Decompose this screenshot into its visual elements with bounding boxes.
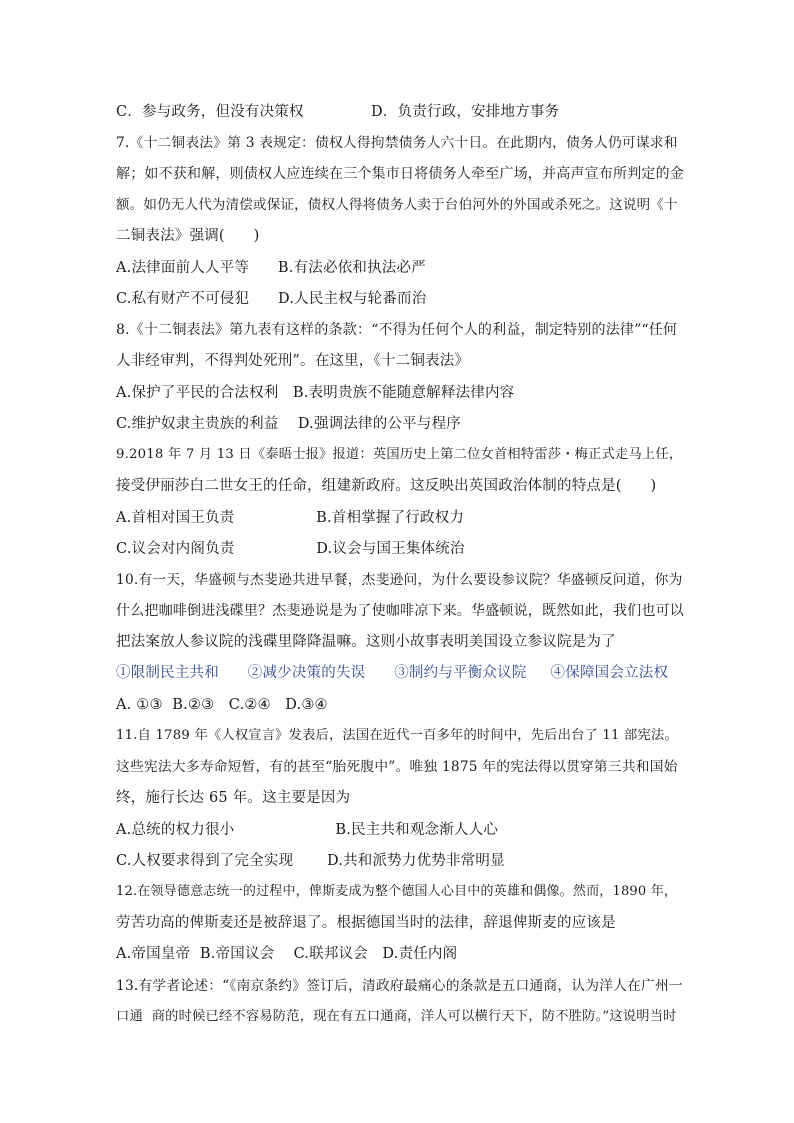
question-8-text-line-1: 8.《十二铜表法》第九表有这样的条款：“不得为任何个人的利益，制定特别的法律”“任何: [116, 322, 678, 338]
question-7-options-cd: C.私有财产不可侵犯 D.人民主权与轮番而治: [116, 291, 427, 307]
question-7-options-ab: A.法律面前人人平等 B.有法必依和执法必严: [116, 260, 426, 276]
question-11-text-line-1: 11.自 1789 年《人权宣言》发表后，法国在近代一百多年的时间中，先后出台了 11 部宪法。: [116, 728, 678, 743]
question-11-text-line-2: 这些宪法大多寿命短暂，有的甚至“胎死腹中”。唯独 1875 年的宪法得以贯穿第三共和国始: [116, 759, 678, 775]
question-9-options-cd: C.议会对内阁负责 D.议会与国王集体统治: [116, 541, 465, 557]
question-10-statements: ①限制民主共和 ②减少决策的失误 ③制约与平衡众议院 ④保障国会立法权: [116, 665, 669, 681]
question-10-options: A. ①③ B.②③ C.②④ D.③④: [116, 697, 328, 713]
question-10-text-line-1: 10.有一天，华盛顿与杰斐逊共进早餐，杰斐逊问，为什么要设参议院？华盛顿反问道，你为: [116, 572, 683, 588]
question-10-text-line-3: 把法案放人参议院的浅碟里降降温嘛。这则小故事表明美国设立参议院是为了: [116, 634, 616, 650]
question-11-options-cd: C.人权要求得到了完全实现 D.共和派势力优势非常明显: [116, 853, 505, 869]
question-10-text-line-2: 什么把咖啡倒进浅碟里？杰斐逊说是为了使咖啡凉下来。华盛顿说，既然如此，我们也可以: [116, 603, 684, 619]
question-7-text-line-4: 二铜表法》强调( ): [116, 228, 260, 244]
question-9-options-ab: A.首相对国王负责 B.首相掌握了行政权力: [116, 510, 465, 526]
question-9-text-line-1: 9.2018 年 7 月 13 日《泰晤士报》报道：英国历史上第二位女首相特雷莎・梅正式走马上任，: [116, 447, 683, 462]
question-13-text-line-2: 口通 商的时候已经不容易防范，现在有五口通商，洋人可以横行天下，防不胜防。”这说明当时: [116, 1009, 677, 1024]
question-6-options-cd: C．参与政务，但没有决策权 D．负责行政，安排地方事务: [116, 104, 560, 120]
question-7-text-line-3: 额。如仍无人代为清偿或保证，债权人得将债务人卖于台伯河外的外国或杀死之。这说明《十: [116, 197, 678, 213]
question-12-text-line-2: 劳苦功高的俾斯麦还是被辞退了。根据德国当时的法律，辞退俾斯麦的应该是: [116, 915, 616, 931]
question-8-options-ab: A.保护了平民的合法权利 B.表明贵族不能随意解释法律内容: [116, 385, 515, 401]
question-8-options-cd: C.维护奴隶主贵族的利益 D.强调法律的公平与程序: [116, 416, 461, 432]
question-7-text-line-1: 7.《十二铜表法》第 3 表规定：债权人得拘禁债务人六十日。在此期内，债务人仍可谋求和: [116, 135, 678, 151]
question-9-text-line-2: 接受伊丽莎白二世女王的任命，组建新政府。这反映出英国政治体制的特点是( ): [116, 478, 657, 494]
question-13-text-line-1: 13.有学者论述：“《南京条约》签订后，清政府最痛心的条款是五口通商，认为洋人在广州一: [116, 978, 683, 994]
question-12-options: A.帝国皇帝 B.帝国议会 C.联邦议会 D.责任内阁: [116, 946, 458, 962]
question-12-text-line-1: 12.在领导德意志统一的过程中，俾斯麦成为整个德国人心目中的英雄和偶像。然而，1890 年，: [116, 884, 678, 899]
question-11-text-line-3: 终，施行长达 65 年。这主要是因为: [116, 790, 351, 806]
question-8-text-line-2: 人非经审判，不得判处死刑”。在这里，《十二铜表法》: [116, 353, 470, 369]
question-11-options-ab: A.总统的权力很小 B.民主共和观念渐人人心: [116, 822, 499, 838]
question-7-text-line-2: 解；如不获和解，则债权人应连续在三个集市日将债务人牵至广场，并高声宣布所判定的金: [116, 166, 684, 182]
